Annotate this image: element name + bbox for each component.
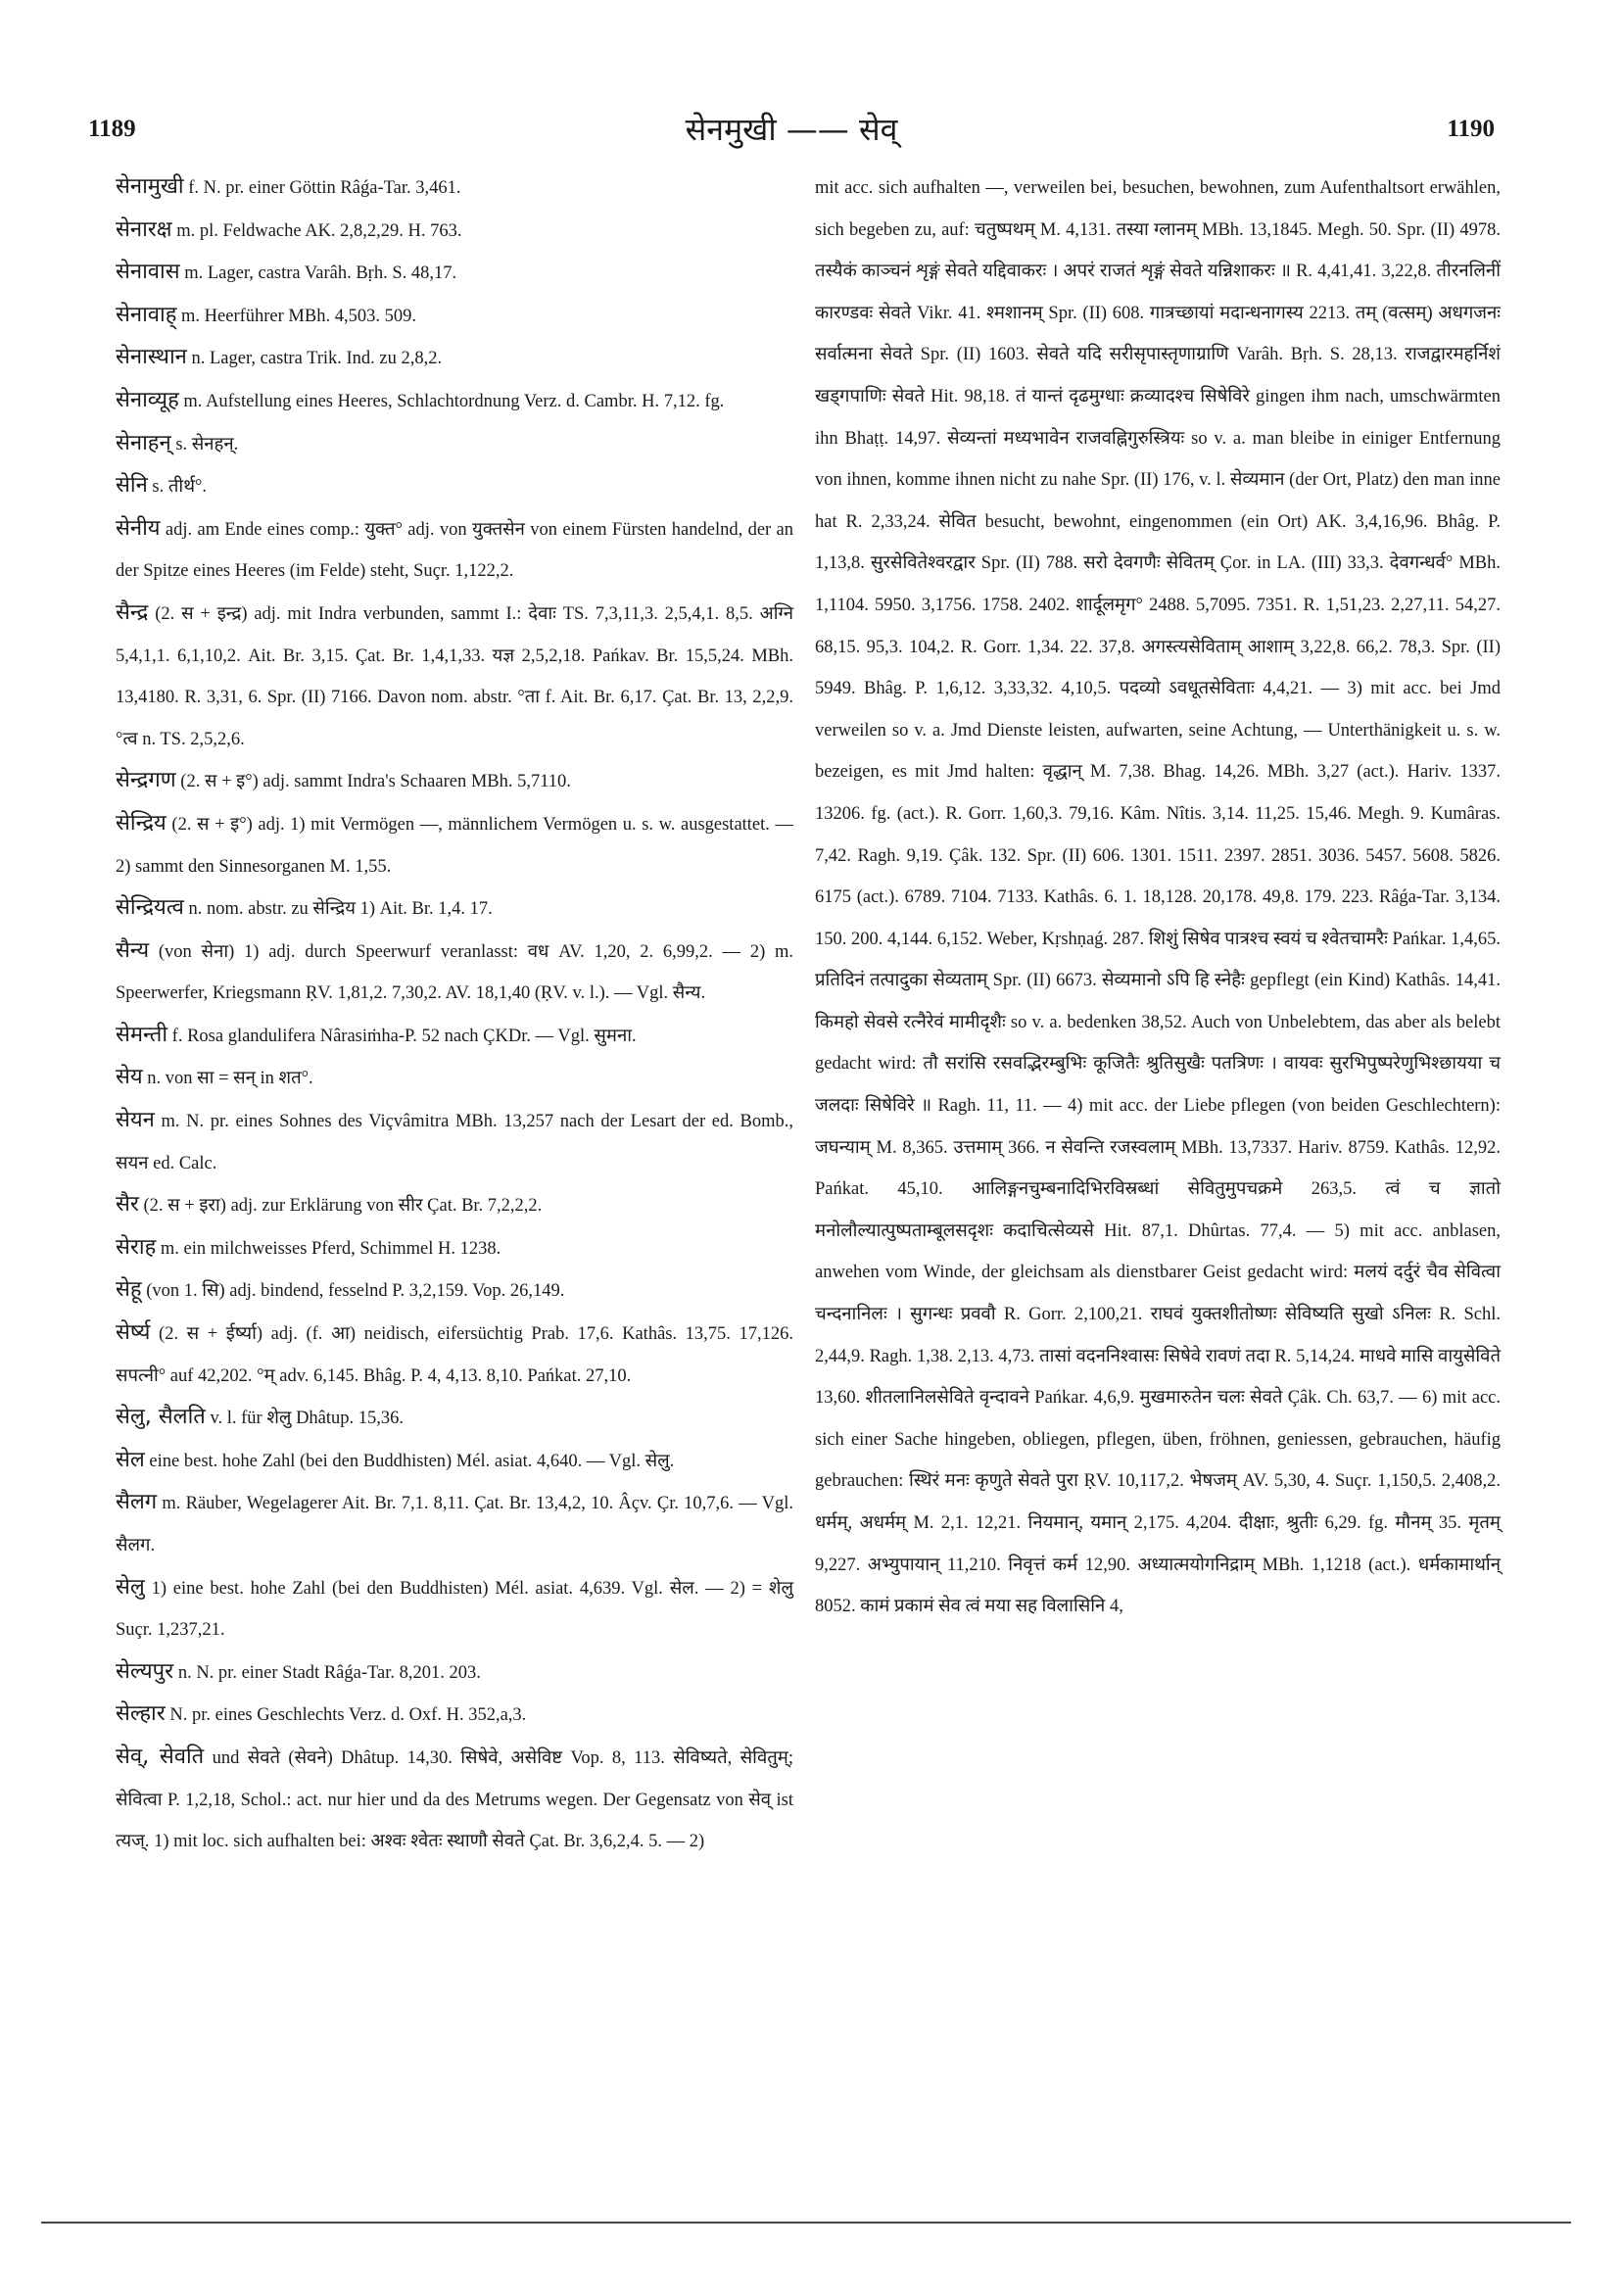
dictionary-entry (116, 210, 793, 253)
entry-headword: सेलु, सैलति (116, 1405, 206, 1430)
entry-headword: सेनावास (116, 260, 180, 285)
entry-headword: सेल्हार (116, 1701, 166, 1727)
entry-definition: m. Räuber, Wegelagerer Ait. Br. 7,1. 8,11. Çat. Br. 13,4,2, 10. Âçv. Çr. 10,7,6. — Vgl. सैलग. (116, 1494, 793, 1555)
entry-definition: mit acc. sich aufhalten —, verweilen bei, besuchen, bewohnen, zum Aufenthaltsort erwählen, sich begeben zu, auf: चतुष्पथम् M. 4,131. तस्या ग्लानम् MBh. 13,1845. Megh. 50. Spr. (II) 4978. तस्यैकं काञ्चनं शृङ्गं सेवते यद्दिवाकरः । अपरं राजतं शृङ्गं सेवते यन्निशाकरः ॥ R. 4,41,41. 3,22,8. तीरनलिनीं कारण्डवः सेवते Vikr. 41. श्मशानम् Spr. (II) 608. गात्रच्छायां मदान्धनागस्य 2213. तम् (वत्सम्) अधगजनः सर्वात्मना सेवते Spr. (II) 1603. सेवते यदि सरीसृपास्तृणाग्राणि Varâh. Bṛh. S. 28,13. राजद्वारमहर्निशं खड्गपाणिः सेवते Hit. 98,18. तं यान्तं दृढमुग्धाः क्रव्यादश्च सिषेविरे gingen ihm nach, umschwärmten ihn Bhaṭṭ. 14,97. सेव्यन्तां मध्यभावेन राजवह्निगुरुस्त्रियः so v. a. man bleibe in einiger Entfernung von ihnen, komme ihnen nicht zu nahe Spr. (II) 176, v. l. सेव्यमान (der Ort, Platz) den man inne hat R. 2,33,24. सेवित besucht, bewohnt, eingenommen (ein Ort) AK. 3,4,16,96. Bhâg. P. 1,13,8. सुरसेवितेश्वरद्वार Spr. (II) 788. सरो देवगणैः सेवितम् Çor. in LA. (III) 33,3. देवगन्धर्व° MBh. 1,1104. 5950. 3,1756. 1758. 2402. शार्दूलमृग° 2488. 5,7095. 7351. R. 1,51,23. 2,27,11. 54,27. 68,15. 95,3. 104,2. R. Gorr. 1,34. 22. 37,8. अगस्त्यसेविताम् आशाम् 3,22,8. 66,2. 78,3. Spr. (II) 5949. Bhâg. P. 1,6,12. 3,33,32. 4,10,5. पदव्यो ऽवधूतसेविताः 4,4,21. — 3) mit acc. bei Jmd verweilen so v. a. Jmd Dienste leisten, aufwarten, seine Achtung, — Unterthänigkeit u. s. w. bezeigen, es mit Jmd halten: वृद्धान् M. 7,38. Bhag. 14,26. MBh. 3,27 (act.). Hariv. 1337. 13206. fg. (act.). R. Gorr. 1,60,3. 79,16. Kâm. Nîtis. 3,14. 11,25. 15,46. Megh. 9. Kumâras. 7,42. Ragh. 9,19. Çâk. 132. Spr. (II) 606. 1301. 1511. 2397. 2851. 3036. 5457. 5608. 5826. 6175 (act.). 6789. 7104. 7133. Kathâs. 6. 1. 18,128. 20,178. 49,8. 179. 223. Râǵa-Tar. 3,134. 150. 200. 4,144. 6,152. Weber, Kṛshṇaǵ. 287. शिशुं सिषेव पात्रश्च स्वयं च श्वेतचामरैः Pańkar. 1,4,65. प्रतिदिनं तत्पादुका सेव्यताम् Spr. (II) 6673. सेव्यमानो ऽपि हि स्नेहैः gepflegt (ein Kind) Kathâs. 14,41. किमहो सेवसे रत्नैरेवं मामीदृशैः so v. a. bedenken 38,52. Auch von Unbelebtem, das aber als belebt gedacht wird: तौ सरांसि रसवद्भिरम्बुभिः कूजितैः श्रुतिसुखैः पतत्रिणः । वायवः सुरभिपुष्परेणुभिश्छायया च जलदाः सिषेविरे ॥ Ragh. 11, 11. — 4) mit acc. der Liebe pflegen (von beiden Geschlechtern): जघन्याम् M. 8,365. उत्तमाम् 366. न सेवन्ति रजस्वलाम् MBh. 13,7337. Hariv. 8759. Kathâs. 12,92. Pańkat. 45,10. आलिङ्गनचुम्बनादिभिरविस्रब्धां सेवितुमुपचक्रमे 263,5. त्वं च ज्ञातो मनोलौल्यात्पुष्पताम्बूलसदृशः कदाचित्सेव्यसे Hit. 87,1. Dhûrtas. 77,4. — 5) mit acc. anblasen, anwehen vom Winde, der gleichsam als dienstbarer Geist gedacht wird: मलयं दर्दुरं चैव सेवित्वा चन्दनानिलः । सुगन्धः प्रववौ R. Gorr. 2,100,21. राघवं युक्तशीतोष्णः सेविष्यति सुखो ऽनिलः R. Schl. 2,44,9. Ragh. 1,38. 2,13. 4,73. तासां वदननिश्वासः सिषेवे रावणं तदा R. 5,14,24. माधवे मासि वायुसेविते 13,60. शीतलानिलसेविते वृन्दावने Pańkar. 4,6,9. मुखमारुतेन चलः सेवते Çâk. Ch. 63,7. — 6) mit acc. sich einer Sache hingeben, obliegen, pflegen, üben, fröhnen, geniessen, gebrauchen, häufig gebrauchen: स्थिरं मनः कृणुते सेवते पुरा ṚV. 10,117,2. भेषजम् AV. 5,30, 4. Suçr. 1,150,5. 2,408,2. धर्मम्, अधर्मम् M. 2,1. 12,21. नियमान्, यमान् 2,175. 4,204. दीक्षाः, श्रुतीः 6,29. fg. मौनम् 35. मृतम् 9,227. अभ्युपायान् 11,210. निवृत्तं कर्म 12,90. अध्यात्मयोगनिद्राम् MBh. 1,1218 (act.). धर्मकामार्थान् 8052. कामं प्रकामं सेव त्वं मया सह विलासिनि 4, (815, 178, 1501, 1617)
dictionary-entry (116, 337, 793, 380)
bottom-rule (41, 2222, 1571, 2224)
entry-headword: सेनावाह् (116, 302, 177, 327)
dictionary-entry (116, 1184, 793, 1227)
entry-definition: m. ein milchweisses Pferd, Schimmel H. 1238. (160, 1238, 501, 1259)
entry-headword: सेनामुखी (116, 174, 184, 199)
dictionary-entry (116, 1100, 793, 1184)
entry-definition: (2. स + ईर्ष्या) adj. (f. आ) neidisch, eifersüchtig Prab. 17,6. Kathâs. 13,75. 17,126. सपत्नी° auf 42,202. °म् adv. 6,145. Bhâg. P. 4, 4,13. 8,10. Pańkat. 27,10. (116, 1324, 794, 1386)
dictionary-entry (116, 1482, 793, 1566)
dictionary-entry (116, 295, 793, 338)
dictionary-entry (116, 1694, 793, 1737)
entry-definition: n. von सा = सन् in शत°. (147, 1069, 313, 1089)
right-page-number: 1190 (1447, 116, 1495, 142)
entry-headword: सेन्द्रियत्व (116, 895, 184, 921)
dictionary-entry (116, 1440, 793, 1483)
entry-definition: m. Aufstellung eines Heeres, Schlachtordnung Verz. d. Cambr. H. 7,12. fg. (183, 391, 725, 411)
entry-headword: सेनाव्यूह (116, 387, 179, 412)
entry-definition: m. pl. Feldwache AK. 2,8,2,29. H. 763. (176, 220, 462, 241)
left-page-number: 1189 (88, 116, 136, 142)
entry-definition: (2. स + इरा) adj. zur Erklärung von सीर Çat. Br. 7,2,2,2. (143, 1196, 543, 1217)
entry-definition: n. N. pr. einer Stadt Râǵa-Tar. 8,201. 203. (177, 1662, 481, 1683)
entry-headword: सैलग (116, 1490, 158, 1515)
entry-definition: 1) eine best. hohe Zahl (bei den Buddhisten) Mél. asiat. 4,639. Vgl. सेल. — 2) = शेलु Suçr. 1,237,21. (116, 1578, 794, 1641)
entry-headword: सेयन (116, 1108, 155, 1133)
entry-definition: (2. स + इ°) adj. 1) mit Vermögen —, männlichem Vermögen u. s. w. ausgestattet. — 2) sammt den Sinnesorganen M. 1,55. (116, 814, 793, 877)
entry-headword: सेन्द्रिय (116, 810, 167, 836)
entry-headword: सैर (116, 1192, 139, 1218)
dictionary-entry (116, 252, 793, 295)
dictionary-entry (116, 423, 793, 466)
entry-headword: सेराह (116, 1234, 157, 1260)
entry-definition: (von 1. सि) adj. bindend, fesselnd P. 3,2,159. Vop. 26,149. (146, 1281, 565, 1302)
entry-headword: सेनास्थान (116, 345, 187, 370)
dictionary-entry (116, 380, 793, 423)
entry-definition: m. N. pr. eines Sohnes des Viçvâmitra MBh. 13,257 nach der Lesart der ed. Bomb., सयन ed. Calc. (116, 1112, 793, 1173)
dictionary-entry (116, 1651, 793, 1695)
entry-headword: सेन्द्रगण (116, 768, 176, 793)
entry-definition: s. तीर्थ°. (152, 477, 208, 498)
entry-definition: adj. am Ende eines comp.: युक्त° adj. von युक्तसेन von einem Fürsten handelnd, der an der Spitze eines Heeres (im Felde) steht, Suçr. 1,122,2. (116, 519, 793, 582)
entry-headword: सेहू (116, 1277, 142, 1303)
dictionary-entry (116, 465, 793, 508)
dictionary-entry (116, 1737, 793, 1863)
entry-headword: सेर्ष्य (116, 1320, 151, 1346)
entry-headword: सैन्य (116, 937, 150, 963)
entry-definition: (2. स + इन्द्र) adj. mit Indra verbunden, sammt I.: देवाः TS. 7,3,11,3. 2,5,4,1. 8,5. अग्नि 5,4,1,1. 6,1,10,2. Ait. Br. 3,15. Çat. Br. 1,4,1,33. यज्ञ 2,5,2,18. Pańkav. Br. 15,5,24. MBh. 13,4180. R. 3,31, 6. Spr. (II) 7166. Davon nom. abstr. °ता f. Ait. Br. 6,17. Çat. Br. 13, 2,2,9. °त्व n. TS. 2,5,2,6. (116, 603, 793, 749)
dictionary-entry (116, 931, 793, 1015)
entry-headword: सेनाहन् (116, 430, 171, 455)
entry-headword: सेव्, सेवति (116, 1744, 205, 1769)
dictionary-entry (116, 1397, 793, 1440)
entry-headword: सेनीय (116, 515, 161, 541)
entry-definition: N. pr. eines Geschlechts Verz. d. Oxf. H. 352,a,3. (169, 1705, 527, 1726)
entry-definition: und सेवते (सेवने) Dhâtup. 14,30. सिषेवे, असेविष्ट Vop. 8, 113. सेविष्यते, सेवितुम्; सेवित्वा P. 1,2,18, Schol.: act. nur hier und da des Metrums wegen. Der Gegensatz von सेव् ist त्यज्. 1) mit loc. sich aufhalten bei: अश्वः श्वेतः स्थाणौ सेवते Çat. Br. 3,6,2,4. 5. — 2) (116, 1747, 794, 1852)
entry-definition: v. l. für शेलु Dhâtup. 15,36. (210, 1409, 405, 1429)
entry-definition: f. Rosa glandulifera Nârasiṁha-P. 52 nach ÇKDr. — Vgl. सुमना. (171, 1026, 637, 1046)
entry-definition: eine best. hohe Zahl (bei den Buddhisten) Mél. asiat. 4,640. — Vgl. सेलु. (149, 1451, 675, 1471)
entry-definition: n. nom. abstr. zu सेन्द्रिय 1) Ait. Br. 1,4. 17. (188, 899, 493, 920)
dictionary-entry (116, 167, 793, 210)
entry-headword: सेलु (116, 1574, 145, 1600)
entry-definition: m. Heerführer MBh. 4,503. 509. (181, 306, 416, 326)
entry-headword: सेनारक्ष (116, 216, 172, 242)
dictionary-entry (116, 803, 793, 887)
entry-headword: सेमन्ती (116, 1022, 168, 1047)
entry-definition: s. सेनहन्. (175, 434, 239, 454)
entry-definition: (von सेना) 1) adj. durch Speerwurf veranlasst: वध AV. 1,20, 2. 6,99,2. — 2) m. Speerwerfer, Kriegsmann ṚV. 1,81,2. 7,30,2. AV. 18,1,40 (ṚV. v. l.). — Vgl. सैन्य. (116, 941, 793, 1004)
entry-headword: सैन्द्र (116, 599, 149, 625)
dictionary-entry (116, 1269, 793, 1313)
dictionary-entry (116, 1057, 793, 1100)
running-headword: सेनमुखी —— सेव् (685, 111, 898, 148)
entry-definition: f. N. pr. einer Göttin Râǵa-Tar. 3,461. (188, 178, 461, 198)
dictionary-entry (116, 760, 793, 803)
dictionary-entry (116, 1015, 793, 1058)
dictionary-entry (116, 887, 793, 931)
entry-headword: सेय (116, 1065, 143, 1090)
dictionary-entry (815, 167, 1501, 1628)
dictionary-entry (116, 1227, 793, 1270)
entry-definition: n. Lager, castra Trik. Ind. zu 2,8,2. (191, 349, 443, 369)
entry-headword: सेल (116, 1447, 145, 1472)
entry-definition: m. Lager, castra Varâh. Bṛh. S. 48,17. (184, 263, 457, 284)
entry-headword: सेल्यपुर (116, 1658, 174, 1684)
left-column (116, 167, 793, 1863)
dictionary-entry (116, 1567, 793, 1651)
entry-definition: (2. स + इ°) adj. sammt Indra's Schaaren MBh. 5,7110. (180, 772, 571, 792)
dictionary-entry (116, 1313, 793, 1397)
entry-headword: सेनि (116, 473, 148, 499)
dictionary-entry (116, 593, 793, 760)
right-column (815, 167, 1501, 1628)
page-header (88, 108, 1495, 157)
dictionary-entry (116, 508, 793, 593)
